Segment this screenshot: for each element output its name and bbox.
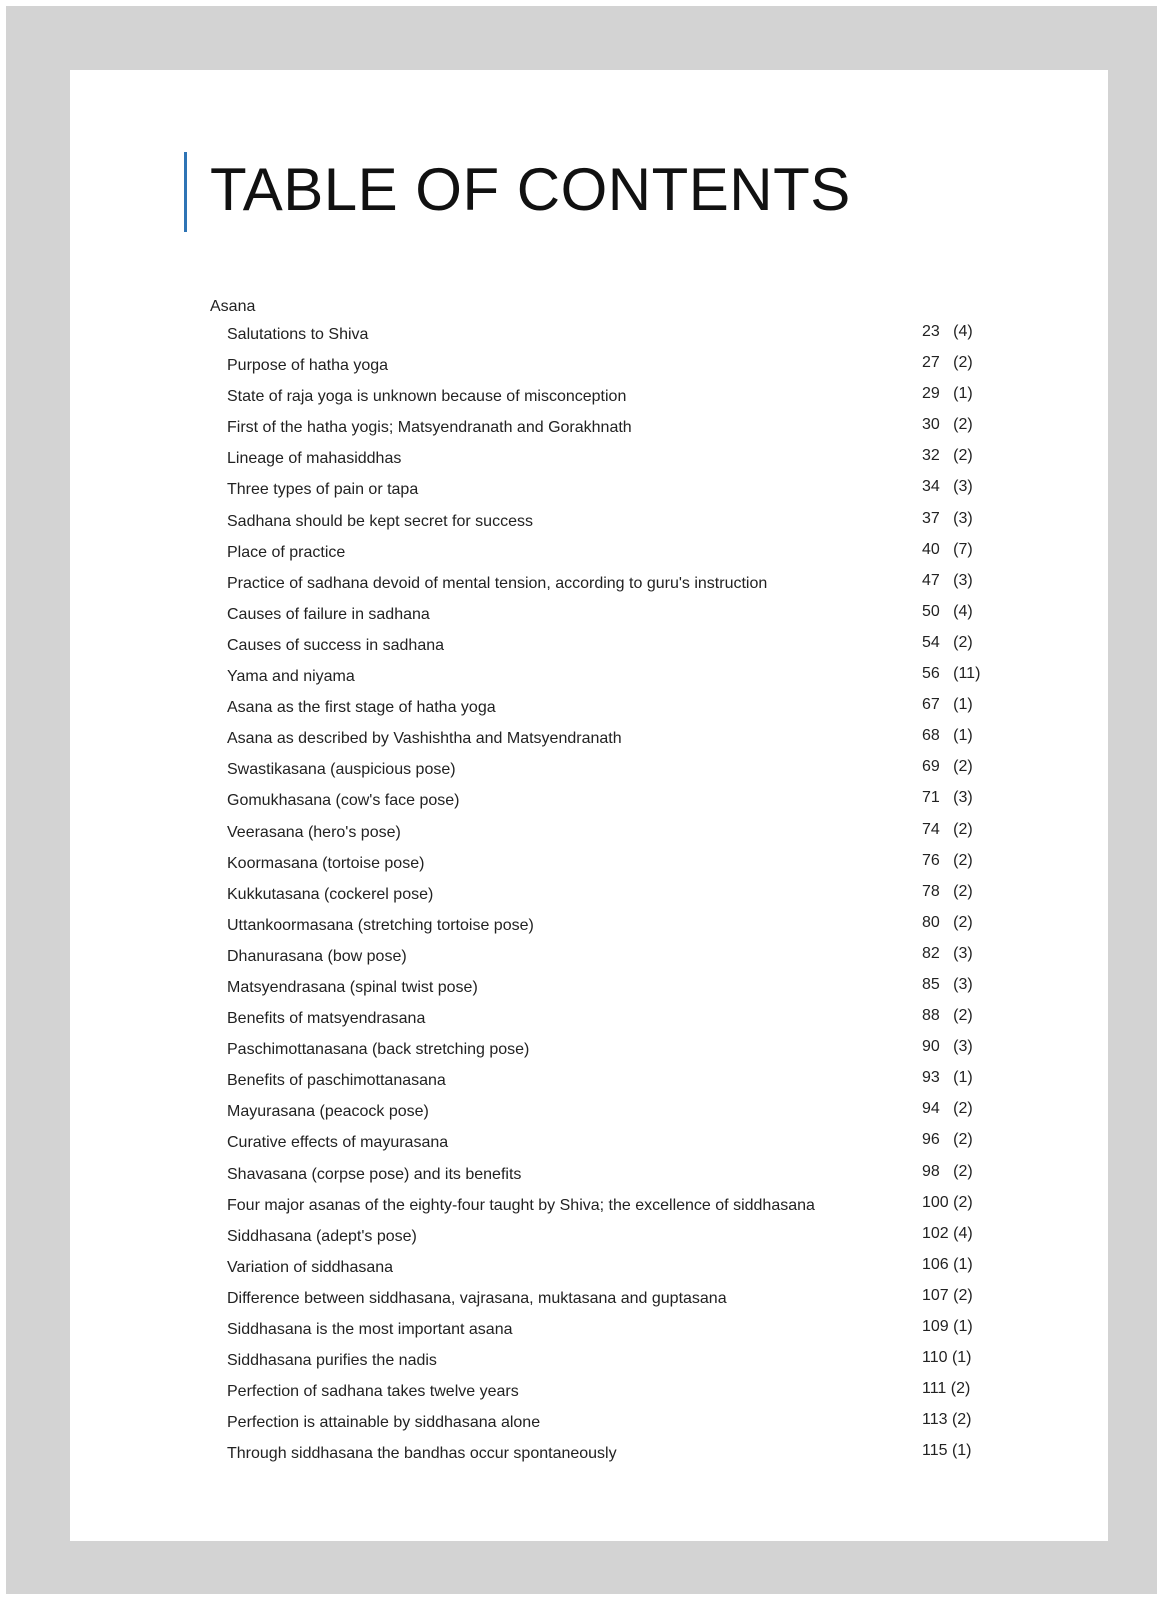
toc-entry-page: 34 (3) bbox=[922, 478, 973, 496]
toc-entry-page: 30 (2) bbox=[922, 416, 973, 434]
toc-entry-page: 68 (1) bbox=[922, 727, 973, 745]
toc-entry-page: 54 (2) bbox=[922, 633, 973, 651]
toc-entry-page: 93 (1) bbox=[922, 1069, 973, 1087]
toc-entry[interactable] bbox=[70, 785, 1108, 816]
toc-entry-title: State of raja yoga is unknown because of misconception bbox=[227, 388, 627, 406]
toc-entry[interactable] bbox=[70, 879, 1108, 910]
toc-entry[interactable] bbox=[70, 1190, 1108, 1221]
toc-entry-title: Uttankoormasana (stretching tortoise pose) bbox=[227, 916, 534, 934]
toc-entry[interactable] bbox=[70, 630, 1108, 661]
toc-entry-page: 109 (1) bbox=[922, 1318, 973, 1335]
toc-entry-page: 98 (2) bbox=[922, 1162, 973, 1180]
toc-entry-page: 47 (3) bbox=[922, 571, 973, 589]
toc-entry-page: 69 (2) bbox=[922, 758, 973, 776]
toc-entry[interactable] bbox=[70, 910, 1108, 941]
toc-entry-title: Perfection is attainable by siddhasana alone bbox=[227, 1414, 541, 1432]
toc-entry-title: Siddhasana (adept's pose) bbox=[227, 1227, 417, 1245]
toc-entry-title: Asana as described by Vashishtha and Matsyendranath bbox=[227, 730, 622, 748]
toc-entry-page: 67 (1) bbox=[922, 696, 973, 714]
toc-entry[interactable] bbox=[70, 568, 1108, 599]
toc-entry-title: Yama and niyama bbox=[227, 668, 355, 686]
toc-entry[interactable] bbox=[70, 319, 1108, 350]
toc-entry-title: Dhanurasana (bow pose) bbox=[227, 947, 407, 965]
toc-entry-title: Swastikasana (auspicious pose) bbox=[227, 761, 456, 779]
toc-entry-page: 37 (3) bbox=[922, 509, 973, 527]
toc-entry-title: Lineage of mahasiddhas bbox=[227, 450, 402, 468]
toc-entry-page: 100 (2) bbox=[922, 1193, 973, 1211]
toc-entry-title: Difference between siddhasana, vajrasana, muktasana and guptasana bbox=[227, 1289, 727, 1307]
toc-entry-page: 50 (4) bbox=[922, 602, 973, 620]
toc-entry-title: Three types of pain or tapa bbox=[227, 481, 419, 499]
toc-entry[interactable] bbox=[70, 692, 1108, 723]
toc-entry[interactable] bbox=[70, 1314, 1108, 1345]
toc-entry[interactable] bbox=[70, 381, 1108, 412]
toc-entry[interactable] bbox=[70, 412, 1108, 443]
page-title: TABLE OF CONTENTS bbox=[210, 156, 851, 223]
toc-entry-title: Causes of success in sadhana bbox=[227, 636, 445, 654]
toc-entry-title: Sadhana should be kept secret for success bbox=[227, 512, 533, 530]
toc-entry-page: 106 (1) bbox=[922, 1255, 973, 1273]
toc-entry-title: Practice of sadhana devoid of mental tension, according to guru's instruction bbox=[227, 574, 768, 592]
toc-entry-page: 88 (2) bbox=[922, 1007, 973, 1025]
toc-entry[interactable] bbox=[70, 1003, 1108, 1034]
toc-entry[interactable] bbox=[70, 1127, 1108, 1158]
toc-entry-title: Siddhasana is the most important asana bbox=[227, 1321, 513, 1338]
toc-entry[interactable] bbox=[70, 1407, 1108, 1438]
toc-entry-title: Matsyendrasana (spinal twist pose) bbox=[227, 978, 478, 996]
toc-entry-page: 94 (2) bbox=[922, 1100, 973, 1118]
toc-entry-page: 27 (2) bbox=[922, 354, 973, 372]
toc-entry[interactable] bbox=[70, 1096, 1108, 1127]
toc-entry[interactable] bbox=[70, 1252, 1108, 1283]
toc-entry[interactable] bbox=[70, 1034, 1108, 1065]
toc-entry-title: Siddhasana purifies the nadis bbox=[227, 1352, 437, 1370]
toc-entry-page: 80 (2) bbox=[922, 913, 973, 931]
toc-entry[interactable] bbox=[70, 661, 1108, 692]
toc-entry-page: 90 (3) bbox=[922, 1038, 973, 1056]
toc-entry[interactable] bbox=[70, 1376, 1108, 1407]
toc-entry-page: 40 (7) bbox=[922, 540, 973, 558]
toc-entry-title: Curative effects of mayurasana bbox=[227, 1134, 449, 1152]
toc-entry-page: 110 (1) bbox=[922, 1349, 972, 1367]
toc-entry-page: 115 (1) bbox=[922, 1442, 972, 1460]
toc-entry-page: 82 (3) bbox=[922, 944, 973, 962]
toc-entry-title: First of the hatha yogis; Matsyendranath and Gorakhnath bbox=[227, 419, 632, 437]
toc-entry-page: 107 (2) bbox=[922, 1286, 973, 1304]
toc-entry-page: 74 (2) bbox=[922, 820, 973, 838]
toc-entry[interactable] bbox=[70, 443, 1108, 474]
toc-entry[interactable] bbox=[70, 723, 1108, 754]
toc-entry-title: Perfection of sadhana takes twelve years bbox=[227, 1383, 519, 1401]
toc-entry[interactable] bbox=[70, 350, 1108, 381]
toc-entry-page: 23 (4) bbox=[922, 323, 973, 340]
toc-entry[interactable] bbox=[70, 1283, 1108, 1314]
toc-entry-title: Benefits of matsyendrasana bbox=[227, 1010, 426, 1028]
toc-entry-title: Causes of failure in sadhana bbox=[227, 605, 430, 623]
toc-entry[interactable] bbox=[70, 1345, 1108, 1376]
toc-entry[interactable] bbox=[70, 1438, 1108, 1469]
toc-entry[interactable] bbox=[70, 848, 1108, 879]
toc-entry-title: Salutations to Shiva bbox=[227, 326, 369, 343]
toc-entry[interactable] bbox=[70, 754, 1108, 785]
toc-entry-title: Place of practice bbox=[227, 543, 346, 561]
toc-entry-page: 111 (2) bbox=[922, 1380, 971, 1398]
toc-entry-title: Shavasana (corpse pose) and its benefits bbox=[227, 1165, 522, 1183]
toc-entry-page: 113 (2) bbox=[922, 1411, 972, 1429]
toc-entry-page: 102 (4) bbox=[922, 1224, 973, 1242]
toc-entry-page: 85 (3) bbox=[922, 975, 973, 993]
toc-entry-title: Four major asanas of the eighty-four taught by Shiva; the excellence of siddhasana bbox=[227, 1196, 815, 1214]
toc-entry-title: Variation of siddhasana bbox=[227, 1258, 394, 1276]
document-page bbox=[70, 70, 1108, 1541]
title-accent-bar bbox=[184, 152, 187, 232]
toc-entry-page: 71 (3) bbox=[922, 789, 973, 807]
toc-entry-title: Koormasana (tortoise pose) bbox=[227, 854, 425, 872]
toc-entry[interactable] bbox=[70, 1065, 1108, 1096]
toc-entry-page: 96 (2) bbox=[922, 1131, 973, 1149]
toc-entry-page: 78 (2) bbox=[922, 882, 973, 900]
toc-entry-title: Paschimottanasana (back stretching pose) bbox=[227, 1041, 530, 1059]
toc-entry-title: Asana as the first stage of hatha yoga bbox=[227, 699, 496, 717]
toc-entry[interactable] bbox=[70, 1159, 1108, 1190]
toc-entry[interactable] bbox=[70, 941, 1108, 972]
toc-entry-title: Gomukhasana (cow's face pose) bbox=[227, 792, 460, 810]
toc-entry-title: Purpose of hatha yoga bbox=[227, 357, 389, 375]
toc-entry[interactable] bbox=[70, 972, 1108, 1003]
toc-entry-title: Benefits of paschimottanasana bbox=[227, 1072, 446, 1090]
toc-entry[interactable] bbox=[70, 474, 1108, 505]
toc-entry-page: 56 (11) bbox=[922, 665, 981, 683]
toc-entry-title: Through siddhasana the bandhas occur spontaneously bbox=[227, 1445, 617, 1463]
toc-section-heading: Asana bbox=[210, 298, 256, 315]
toc-entry[interactable] bbox=[70, 1221, 1108, 1252]
toc-entry[interactable] bbox=[70, 537, 1108, 568]
toc-entry-page: 76 (2) bbox=[922, 851, 973, 869]
toc-entry-title: Veerasana (hero's pose) bbox=[227, 823, 401, 841]
toc-entry-page: 32 (2) bbox=[922, 447, 973, 465]
page-frame bbox=[6, 6, 1157, 1594]
toc-entry-title: Mayurasana (peacock pose) bbox=[227, 1103, 429, 1121]
toc-entry-page: 29 (1) bbox=[922, 385, 973, 403]
toc-entry[interactable] bbox=[70, 599, 1108, 630]
toc-entry[interactable] bbox=[70, 506, 1108, 537]
toc-entry-list bbox=[70, 319, 1108, 1469]
toc-entry[interactable] bbox=[70, 817, 1108, 848]
toc-entry-title: Kukkutasana (cockerel pose) bbox=[227, 885, 434, 903]
